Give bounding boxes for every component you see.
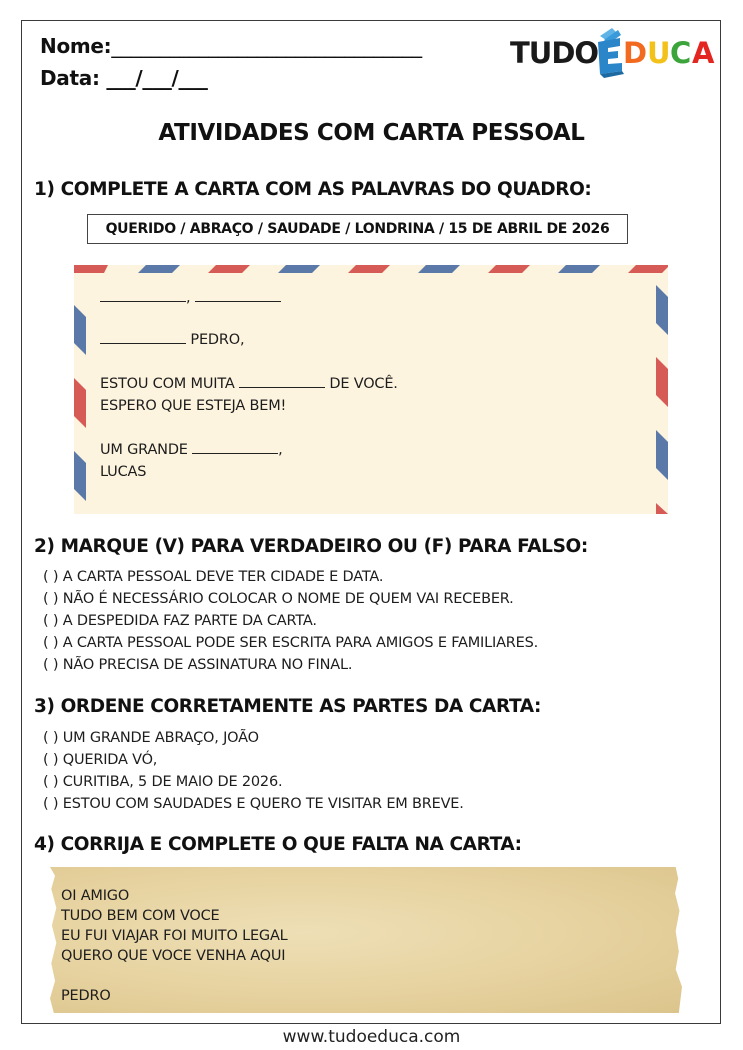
parchment-line: OI AMIGO: [61, 888, 130, 904]
footer-url[interactable]: www.tudoeduca.com: [282, 1027, 461, 1047]
letter-signature: LUCAS: [100, 464, 147, 480]
date-blank[interactable]: ___/___/___: [99, 66, 208, 90]
logo-letter-u: U: [647, 36, 670, 70]
letter-place-date-line: ,: [100, 287, 281, 309]
letter-body-line-2: ESPERO QUE ESTEJA BEM!: [100, 398, 287, 414]
letter-greeting-line: PEDRO,: [100, 329, 244, 351]
tf-item[interactable]: ( ) NÃO É NECESSÁRIO COLOCAR O NOME DE QUEM VAI RECEBER.: [43, 591, 514, 607]
letter-closing-line: UM GRANDE ,: [100, 439, 283, 461]
letter-body-line-1: ESTOU COM MUITA DE VOCÊ.: [100, 373, 398, 395]
blank-date[interactable]: [195, 287, 281, 302]
order-item[interactable]: ( ) ESTOU COM SAUDADES E QUERO TE VISITAR EM BREVE.: [43, 796, 464, 812]
question-3-heading: 3) ORDENE CORRETAMENTE AS PARTES DA CARTA:: [34, 696, 542, 717]
logo-letter-d: D: [623, 36, 647, 70]
order-list: [43, 727, 464, 815]
question-2-heading: 2) MARQUE (V) PARA VERDADEIRO OU (F) PARA FALSO:: [34, 536, 588, 557]
airmail-stripe-left: [74, 265, 86, 514]
blank-greeting[interactable]: [100, 329, 186, 344]
tf-item[interactable]: ( ) A CARTA PESSOAL PODE SER ESCRITA PARA AMIGOS E FAMILIARES.: [43, 635, 539, 651]
tf-item[interactable]: ( ) NÃO PRECISA DE ASSINATURA NO FINAL.: [43, 657, 353, 673]
parchment-signature: PEDRO: [61, 988, 111, 1004]
parchment-line: EU FUI VIAJAR FOI MUITO LEGAL: [61, 928, 288, 944]
airmail-stripe-right: [656, 265, 668, 514]
name-field[interactable]: [40, 34, 422, 58]
blank-city[interactable]: [100, 287, 186, 302]
true-false-list: [43, 566, 538, 676]
page-title: ATIVIDADES COM CARTA PESSOAL: [158, 120, 585, 146]
envelope-letter: [74, 265, 668, 514]
blank-abraco[interactable]: [192, 439, 278, 454]
tudoeduca-logo: [510, 28, 720, 82]
word-box: QUERIDO / ABRAÇO / SAUDADE / LONDRINA / 15 DE ABRIL DE 2026: [87, 214, 628, 244]
order-item[interactable]: ( ) QUERIDA VÓ,: [43, 752, 158, 768]
question-1-heading: 1) COMPLETE A CARTA COM AS PALAVRAS DO QUADRO:: [34, 179, 592, 200]
logo-letter-a: A: [692, 36, 714, 70]
parchment-line: QUERO QUE VOCE VENHA AQUI: [61, 948, 286, 964]
logo-text-tudo: TUDO: [510, 36, 599, 70]
order-item[interactable]: ( ) CURITIBA, 5 DE MAIO DE 2026.: [43, 774, 283, 790]
question-4-heading: 4) CORRIJA E COMPLETE O QUE FALTA NA CARTA:: [34, 834, 522, 855]
name-label: Nome:: [40, 34, 112, 58]
blank-saudade[interactable]: [239, 373, 325, 388]
tf-item[interactable]: ( ) A DESPEDIDA FAZ PARTE DA CARTA.: [43, 613, 317, 629]
order-item[interactable]: ( ) UM GRANDE ABRAÇO, JOÃO: [43, 730, 259, 746]
airmail-stripe-top: [74, 265, 668, 273]
tf-item[interactable]: ( ) A CARTA PESSOAL DEVE TER CIDADE E DATA.: [43, 569, 384, 585]
date-field[interactable]: [40, 66, 208, 90]
parchment-line: TUDO BEM COM VOCE: [61, 908, 220, 924]
name-blank[interactable]: ________________________________: [111, 34, 422, 58]
date-label: Data:: [40, 66, 100, 90]
logo-letter-c: C: [670, 36, 691, 70]
